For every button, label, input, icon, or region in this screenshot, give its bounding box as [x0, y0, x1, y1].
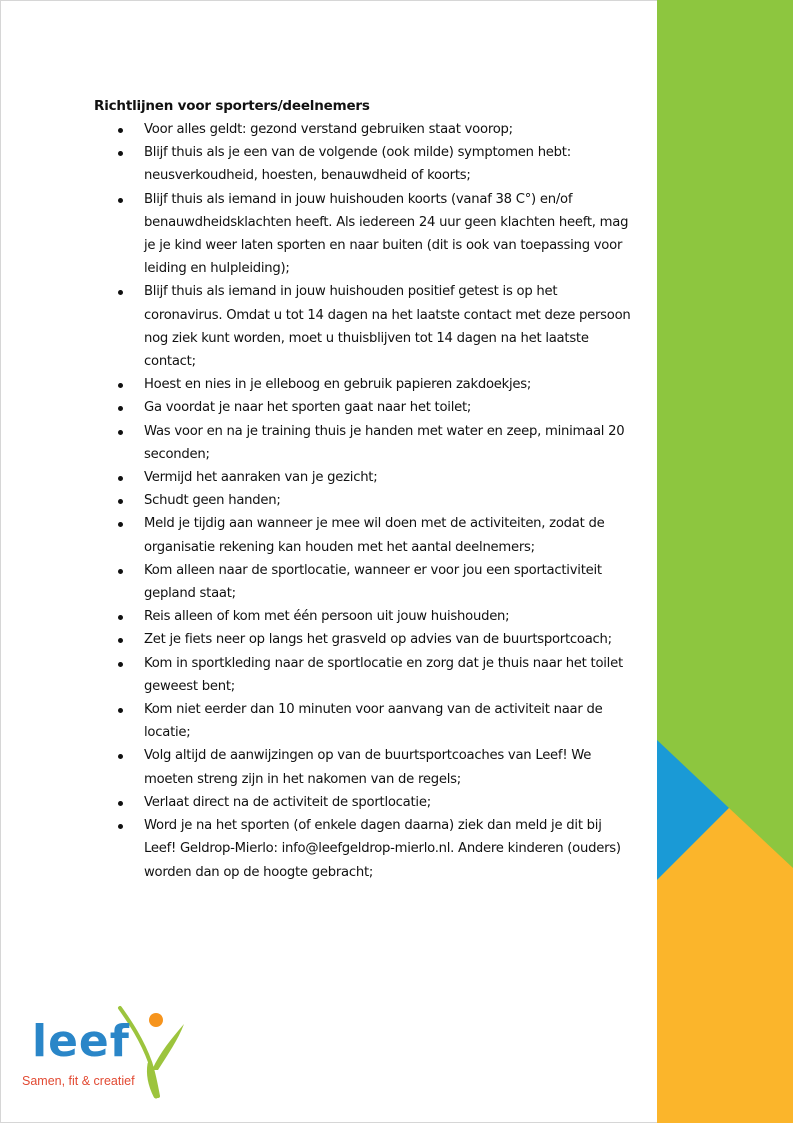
decorative-color-band — [657, 0, 793, 1123]
guidelines-list — [94, 118, 634, 884]
list-item — [94, 188, 634, 281]
list-item — [94, 373, 634, 396]
bullet-icon — [118, 754, 123, 759]
bullet-icon — [118, 801, 123, 806]
list-item — [94, 396, 634, 419]
list-item — [94, 420, 634, 466]
bullet-icon — [118, 151, 123, 156]
bullet-icon — [118, 476, 123, 481]
bullet-icon — [118, 198, 123, 203]
list-item — [94, 605, 634, 628]
list-item — [94, 814, 634, 884]
bullet-icon — [118, 708, 123, 713]
list-item — [94, 489, 634, 512]
list-item-text: Kom niet eerder dan 10 minuten voor aanvang van de activiteit naar de locatie; — [144, 702, 603, 741]
list-item — [94, 466, 634, 489]
list-item-text: Voor alles geldt: gezond verstand gebruiken staat voorop; — [144, 122, 513, 137]
list-item-text: Zet je fiets neer op langs het grasveld op advies van de buurtsportcoach; — [144, 632, 612, 648]
list-item-text: Blijf thuis als iemand in jouw huishouden positief getest is op het coronavirus. Omdat u tot 14 dagen na het laatste contact met deze persoon nog ziek kunt worden, moet u thuisblijven tot 14 dagen na het laatste contact; — [144, 284, 631, 370]
bullet-icon — [118, 569, 123, 574]
list-item-text: Hoest en nies in je elleboog en gebruik papieren zakdoekjes; — [144, 377, 532, 393]
list-item — [94, 118, 634, 141]
logo-wordmark: leef — [32, 1016, 130, 1067]
list-item-text: Kom in sportkleding naar de sportlocatie en zorg dat je thuis naar het toilet geweest bent; — [144, 655, 623, 694]
bullet-icon — [118, 662, 123, 667]
list-item-text: Reis alleen of kom met één persoon uit jouw huishouden; — [144, 609, 510, 625]
list-item — [94, 698, 634, 744]
color-band-graphic — [657, 0, 793, 1123]
list-item-text: Meld je tijdig aan wanneer je mee wil doen met de activiteiten, zodat de organisatie rekening kan houden met het aantal deelnemers; — [144, 516, 605, 555]
bullet-icon — [118, 430, 123, 435]
list-item-text: Kom alleen naar de sportlocatie, wanneer er voor jou een sportactiviteit gepland staat; — [144, 562, 602, 602]
list-item-text: Ga voordat je naar het sporten gaat naar het toilet; — [144, 400, 472, 416]
list-item — [94, 141, 634, 187]
bullet-icon — [118, 128, 123, 133]
list-item — [94, 628, 634, 651]
list-item-text: Was voor en na je training thuis je handen met water en zeep, minimaal 20 seconden; — [144, 423, 625, 462]
list-item-text: Verlaat direct na de activiteit de sportlocatie; — [144, 794, 431, 810]
bullet-icon — [118, 824, 123, 829]
list-item — [94, 744, 634, 790]
leef-logo — [18, 1000, 198, 1100]
list-item-text: Volg altijd de aanwijzingen op van de buurtsportcoaches van Leef! We moeten streng zijn in het nakomen van de regels; — [144, 748, 592, 787]
bullet-icon — [118, 290, 123, 295]
list-item — [94, 280, 634, 373]
bullet-icon — [118, 499, 123, 504]
list-item-text: Schudt geen handen; — [144, 493, 281, 509]
bullet-icon — [118, 383, 123, 388]
list-item-text: Blijf thuis als je een van de volgende (ook milde) symptomen hebt: neusverkoudheid, hoesten, benauwdheid of koorts; — [144, 145, 571, 184]
list-item — [94, 559, 634, 605]
bullet-icon — [118, 615, 123, 620]
bullet-icon — [118, 406, 123, 411]
logo-tagline: Samen, fit & creatief — [22, 1074, 135, 1088]
list-item-text: Vermijd het aanraken van je gezicht; — [144, 470, 378, 486]
list-item-text: Blijf thuis als iemand in jouw huishouden koorts (vanaf 38 C°) en/of benauwdheidsklachten heeft. Als iedereen 24 uur geen klachten heeft, mag je je kind weer laten sporten en naar buiten (dit is ook van toepassing voor leiding en hulpleiding); — [144, 191, 629, 277]
list-item-text: Word je na het sporten (of enkele dagen daarna) ziek dan meld je dit bij Leef! Geldrop-Mierlo: info@leefgeldrop-mierlo.nl. Andere kinderen (ouders) worden dan op de hoogte gebracht; — [144, 818, 621, 880]
list-item — [94, 791, 634, 814]
list-item — [94, 512, 634, 558]
bullet-icon — [118, 522, 123, 527]
bullet-icon — [118, 638, 123, 643]
document-body — [94, 96, 634, 884]
section-heading: Richtlijnen voor sporters/deelnemers — [94, 98, 370, 114]
list-item — [94, 652, 634, 698]
